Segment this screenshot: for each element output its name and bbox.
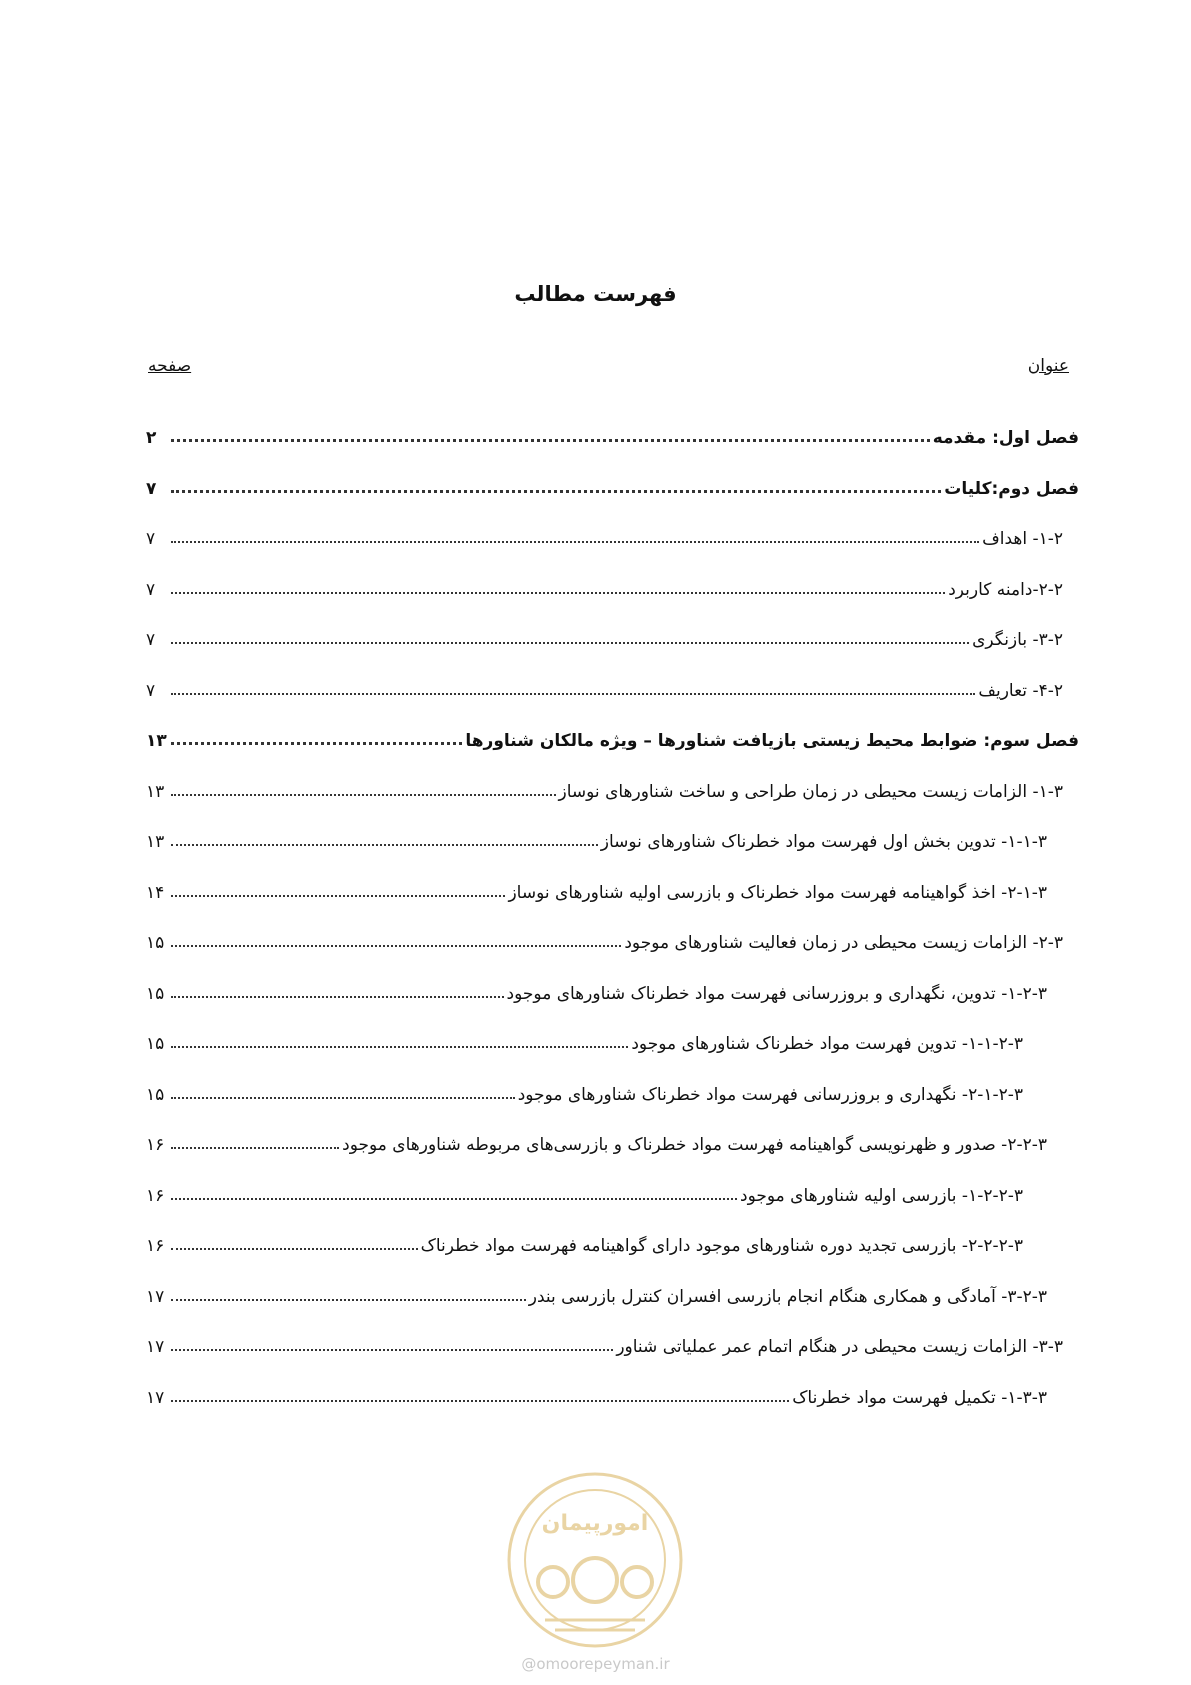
toc-page-number: ۱۵ [146, 1034, 165, 1054]
toc-page-number: ۱۳ [146, 781, 165, 802]
toc-dot-leader [171, 1400, 789, 1402]
toc-chapter-row[interactable] [146, 721, 1079, 751]
toc-entry-title: ۱-۲-۳- تدوین، نگهداری و بروزرسانی فهرست مواد خطرناک شناورهای موجود [506, 983, 1047, 1004]
toc-dot-leader [171, 1198, 737, 1200]
toc-page-number: ۱۶ [146, 1185, 165, 1206]
toc-dot-leader [171, 844, 598, 846]
toc-section-row[interactable] [146, 620, 1063, 650]
toc-entry-title: ۳-۲-۳- آمادگی و همکاری هنگام انجام بازرسی افسران کنترل بازرسی بندر [528, 1286, 1047, 1307]
toc-dot-leader [171, 642, 969, 644]
toc-dot-leader [171, 1248, 418, 1250]
toc-dot-leader [171, 1147, 339, 1149]
page-title: فهرست مطالب [514, 282, 677, 306]
toc-page-number: ۷ [146, 630, 156, 650]
toc-page-number: ۱۳ [146, 731, 167, 751]
toc-page-number: ۱۵ [146, 1084, 165, 1105]
toc-entry-title: ۱-۳- الزامات زیست محیطی در زمان طراحی و ساخت شناورهای نوساز [558, 781, 1063, 802]
toc-dot-leader [171, 1299, 526, 1301]
toc-entry-title: ۲-۳- الزامات زیست محیطی در زمان فعالیت شناورهای موجود [624, 933, 1063, 953]
toc-dot-leader [171, 693, 975, 695]
toc-section-row[interactable] [146, 1327, 1063, 1357]
toc-dot-leader [171, 541, 979, 543]
toc-section-row[interactable] [146, 671, 1063, 701]
toc-page-number: ۷ [146, 478, 157, 499]
toc-chapter-row[interactable] [146, 469, 1079, 499]
toc-section-row[interactable] [146, 1226, 1023, 1256]
toc-entry-title: ۲-۱-۳- اخذ گواهینامه فهرست مواد خطرناک و بازرسی اولیه شناورهای نوساز [508, 882, 1047, 903]
toc-entry-title: ۱-۲- اهداف [982, 529, 1063, 549]
toc-page-number: ۱۷ [146, 1337, 165, 1357]
watermark-logo-icon [505, 1470, 685, 1650]
toc-entry-title: ۲-۱-۲-۳- نگهداری و بروزرسانی فهرست مواد خطرناک شناورهای موجود [517, 1084, 1023, 1105]
toc-page-number: ۲ [146, 428, 157, 448]
toc-entry-title: ۲-۲-۳- صدور و ظهرنویسی گواهینامه فهرست مواد خطرناک و بازرسی‌های مربوطه شناورهای موجود [342, 1135, 1047, 1155]
toc-dot-leader [171, 895, 505, 897]
toc-page-number: ۱۶ [146, 1135, 165, 1155]
toc-chapter-row[interactable] [146, 418, 1079, 448]
toc-dot-leader [171, 1097, 515, 1099]
toc-dot-leader [171, 1349, 613, 1351]
toc-dot-leader [171, 1046, 628, 1048]
toc-section-row[interactable] [146, 1024, 1023, 1054]
toc-section-row[interactable] [146, 974, 1047, 1004]
toc-page-number: ۷ [146, 529, 156, 549]
toc-entry-title: ۲-۲-دامنه کاربرد [948, 579, 1063, 600]
toc-section-row[interactable] [146, 1125, 1047, 1155]
toc-page-number: ۱۷ [146, 1387, 165, 1408]
toc-dot-leader [171, 490, 941, 493]
toc-dot-leader [171, 794, 556, 796]
toc-dot-leader [171, 439, 930, 442]
toc-entry-title: ۳-۳- الزامات زیست محیطی در هنگام اتمام عمر عملیاتی شناور [616, 1337, 1063, 1357]
toc-entry-title: فصل اول: مقدمه [932, 428, 1079, 448]
toc-entry-title: فصل سوم: ضوابط محیط زیستی بازیافت شناورها – ویژه مالکان شناورها [465, 731, 1079, 751]
toc-dot-leader [171, 945, 621, 947]
watermark-url: @omoorepeyman.ir [521, 1655, 670, 1673]
toc-entry-title: ۳-۲- بازنگری [972, 630, 1063, 650]
toc-entry-title: ۱-۱-۲-۳- تدوین فهرست مواد خطرناک شناورهای موجود [631, 1034, 1023, 1054]
toc-dot-leader [171, 996, 504, 998]
toc-page-number: ۱۷ [146, 1286, 165, 1307]
toc-entry-title: ۱-۳-۳- تکمیل فهرست مواد خطرناک [792, 1387, 1047, 1408]
toc-entry-title: ۴-۲- تعاریف [978, 680, 1063, 701]
toc-entry-title: فصل دوم:کلیات [944, 478, 1079, 499]
toc-page-number: ۱۵ [146, 933, 165, 953]
column-heading-title: عنوان [1027, 356, 1069, 376]
toc-section-row[interactable] [146, 1378, 1047, 1408]
toc-page-number: ۱۵ [146, 983, 165, 1004]
toc-entry-title: ۱-۲-۲-۳- بازرسی اولیه شناورهای موجود [740, 1185, 1023, 1206]
svg-text:امورپیمان: امورپیمان [541, 1511, 649, 1536]
toc-entry-title: ۲-۲-۲-۳- بازرسی تجدید دوره شناورهای موجود دارای گواهینامه فهرست مواد خطرناک [420, 1236, 1023, 1256]
toc-page-number: ۷ [146, 579, 156, 600]
toc-page-number: ۷ [146, 680, 156, 701]
toc-section-row[interactable] [146, 772, 1063, 802]
toc-dot-leader [171, 592, 945, 594]
toc-section-row[interactable] [146, 923, 1063, 953]
column-heading-page: صفحه [148, 356, 192, 376]
toc-section-row[interactable] [146, 1075, 1023, 1105]
toc-page-number: ۱۴ [146, 882, 165, 903]
toc-section-row[interactable] [146, 570, 1063, 600]
toc-section-row[interactable] [146, 1277, 1047, 1307]
toc-section-row[interactable] [146, 873, 1047, 903]
toc-section-row[interactable] [146, 822, 1047, 852]
toc-page-number: ۱۳ [146, 832, 165, 852]
toc-section-row[interactable] [146, 519, 1063, 549]
toc-section-row[interactable] [146, 1176, 1023, 1206]
toc-page-number: ۱۶ [146, 1236, 165, 1256]
toc-dot-leader [171, 742, 462, 745]
toc-entry-title: ۱-۱-۳- تدوین بخش اول فهرست مواد خطرناک شناورهای نوساز [600, 832, 1047, 852]
